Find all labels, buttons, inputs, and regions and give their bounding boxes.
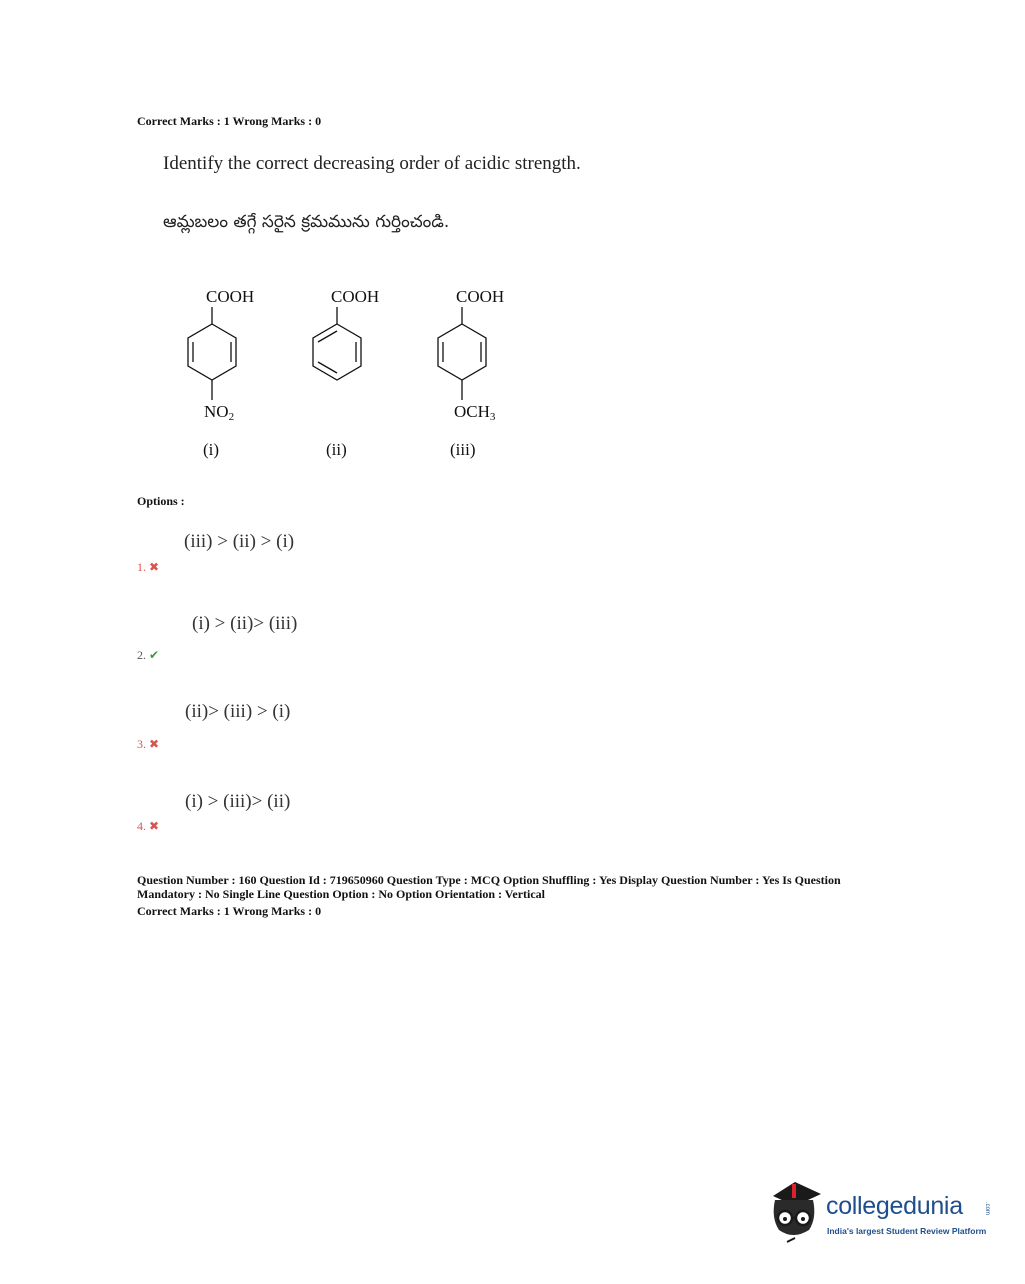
- caption-i: (i): [203, 440, 220, 459]
- structure-ii: [305, 285, 415, 465]
- structure-i: [180, 285, 290, 465]
- logo-name: collegedunia: [826, 1192, 963, 1220]
- meta-line-3: Correct Marks : 1 Wrong Marks : 0: [137, 904, 322, 918]
- meta-line-1: Question Number : 160 Question Id : 719650960 Question Type : MCQ Option Shuffling : Yes Display Question Number : Yes Is Question: [137, 873, 841, 887]
- benzene-ring-ii: [305, 285, 415, 415]
- wrong-mark-icon: ✖: [149, 737, 160, 751]
- benzene-ring-i: [180, 285, 290, 415]
- options-label: Options :: [137, 494, 185, 508]
- question-english: Identify the correct decreasing order of acidic strength.: [163, 153, 581, 174]
- wrong-mark-icon: ✖: [149, 819, 160, 833]
- option-2-number: 2.: [137, 648, 146, 662]
- cooh-label: COOH: [456, 287, 505, 306]
- methoxy-label: $OCH_3$: [454, 402, 496, 423]
- header-marks: Correct Marks : 1 Wrong Marks : 0: [137, 114, 322, 128]
- option-3-text: (ii)> (iii) > (i): [185, 701, 291, 722]
- question-meta: [137, 873, 897, 918]
- structures-figure: [180, 285, 540, 465]
- caption-iii: (iii): [450, 440, 476, 459]
- option-1: [137, 560, 159, 575]
- collegedunia-logo[interactable]: [765, 1178, 1005, 1248]
- option-1-number: 1.: [137, 560, 146, 574]
- caption-ii: (ii): [326, 440, 347, 459]
- logo-suffix: .com: [984, 1202, 990, 1216]
- meta-line-2: Mandatory : No Single Line Question Option : No Option Orientation : Vertical: [137, 887, 546, 901]
- question-telugu: ఆమ్లబలం తగ్గే సరైన క్రమమును గుర్తించండి.: [163, 212, 450, 232]
- option-4-text: (i) > (iii)> (ii): [185, 791, 291, 812]
- option-4: [137, 819, 159, 834]
- cooh-label: COOH: [331, 287, 380, 306]
- check-mark-icon: ✔: [149, 648, 160, 662]
- option-4-number: 4.: [137, 819, 146, 833]
- option-2: [137, 648, 159, 663]
- benzene-ring-iii: [430, 285, 540, 415]
- mascot-icon: [765, 1178, 825, 1248]
- option-3: [137, 737, 159, 752]
- option-2-text: (i) > (ii)> (iii): [192, 613, 298, 634]
- cooh-label: COOH: [206, 287, 255, 306]
- logo-tagline: India's largest Student Review Platform: [827, 1226, 987, 1236]
- option-1-text: (iii) > (ii) > (i): [184, 531, 295, 552]
- wrong-mark-icon: ✖: [149, 560, 160, 574]
- structure-iii: [430, 285, 540, 465]
- option-3-number: 3.: [137, 737, 146, 751]
- nitro-label: $NO_2$: [204, 402, 235, 423]
